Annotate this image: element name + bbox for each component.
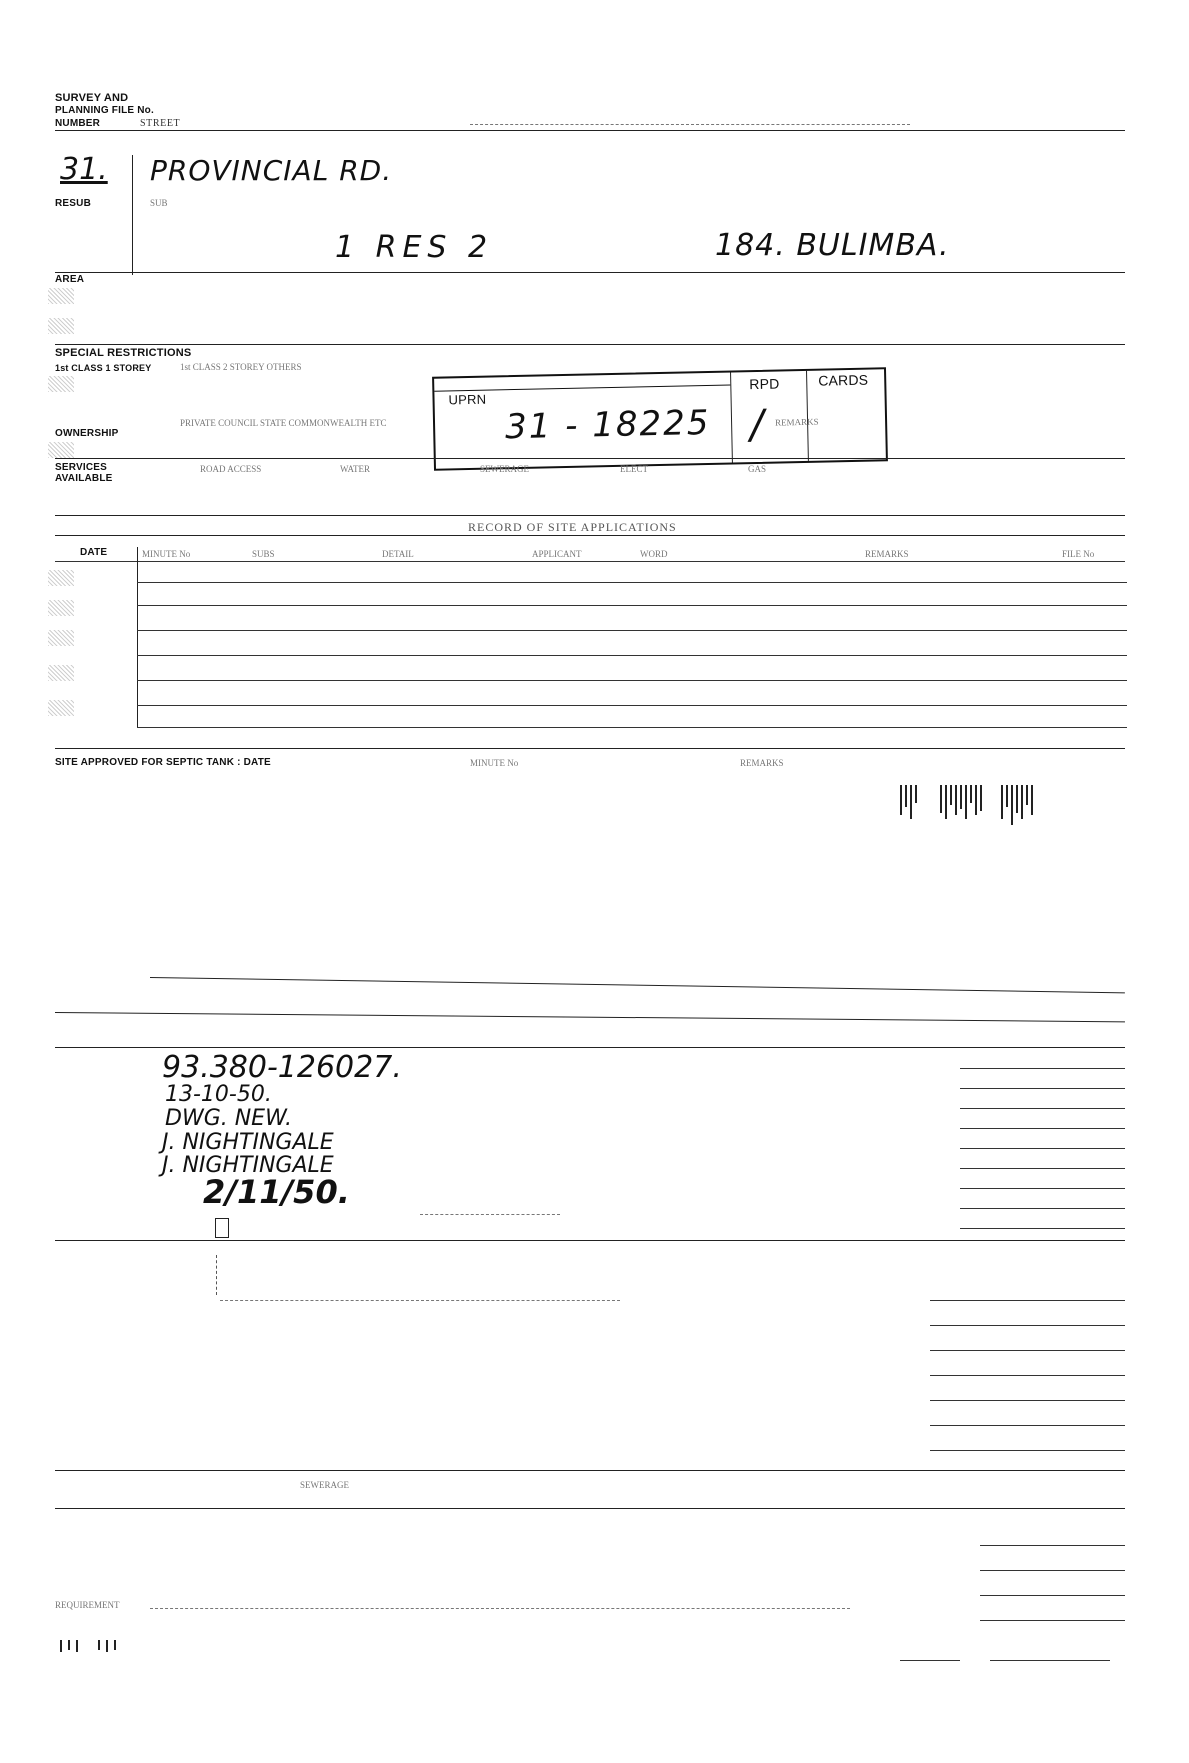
record-row [137, 680, 1127, 681]
handwritten-line-1: 93.380-126027. [162, 1050, 402, 1085]
dashed-scan-line [150, 1608, 850, 1609]
field-line [960, 1088, 1125, 1089]
requirement-label: REQUIREMENT [55, 1600, 120, 1610]
field-line [930, 1375, 1125, 1376]
special-restrictions-label: SPECIAL RESTRICTIONS [55, 347, 192, 359]
rule-special [55, 344, 1125, 345]
field-line [930, 1325, 1125, 1326]
number-label: NUMBER [55, 118, 101, 129]
dashed-scan-line [420, 1214, 560, 1215]
field-line [930, 1300, 1125, 1301]
field-line [980, 1620, 1125, 1621]
field-line [980, 1545, 1125, 1546]
record-row [137, 705, 1127, 706]
sewerage-faint: SEWERAGE [300, 1480, 349, 1490]
col-minute: MINUTE No [142, 549, 191, 559]
rule-record [55, 515, 1125, 516]
rule-bottom-top [150, 977, 1125, 993]
dashed-scan-line [470, 124, 910, 125]
subdivision-value: 1 RES 2 [335, 230, 494, 265]
handwritten-line-4: J. NIGHTINGALE [162, 1130, 334, 1155]
rule-area [55, 272, 1125, 273]
handwritten-line-6: 2/11/50. [203, 1173, 350, 1211]
class-line: 1st CLASS 1 STOREY [55, 363, 152, 373]
rule-bottom-2 [55, 1012, 1125, 1022]
date-column-divider [137, 547, 138, 727]
field-line [930, 1400, 1125, 1401]
elect-label: ELECT [620, 464, 648, 474]
septic-minute: MINUTE No [470, 758, 519, 768]
area-label: AREA [55, 274, 85, 285]
number-divider [132, 155, 133, 275]
scan-speckle [48, 600, 74, 616]
septic-remarks: REMARKS [740, 758, 784, 768]
field-line [980, 1595, 1125, 1596]
uprn-label: UPRN [448, 391, 487, 408]
street-label: STREET [140, 118, 181, 129]
field-line [980, 1570, 1125, 1571]
scan-speckle [48, 442, 74, 458]
field-line [960, 1108, 1125, 1109]
rule-bottom-mid [55, 1240, 1125, 1241]
dashed-scan-line [220, 1300, 620, 1301]
barcode-graphic [900, 785, 1033, 835]
col-file: FILE No [1062, 549, 1095, 559]
septic-label: SITE APPROVED FOR SEPTIC TANK : DATE [55, 757, 271, 768]
sewerage-label: SEWERAGE [480, 464, 529, 474]
record-row [137, 582, 1127, 583]
rpd-value: / [749, 401, 765, 449]
water-label: WATER [340, 464, 370, 474]
bottom-scan-marks [60, 1640, 116, 1660]
stamp-mark [215, 1218, 229, 1238]
header-planning-file: PLANNING FILE No. [55, 105, 154, 116]
col-word: WORD [640, 549, 668, 559]
field-line [960, 1228, 1125, 1229]
field-line [960, 1188, 1125, 1189]
rule-record-head [55, 535, 1125, 536]
scan-speckle [48, 570, 74, 586]
resub-label: RESUB [55, 198, 92, 209]
services-available-label: AVAILABLE [55, 473, 113, 484]
field-line [930, 1450, 1125, 1451]
col-date: DATE [80, 547, 108, 558]
ownership-options: PRIVATE COUNCIL STATE COMMONWEALTH ETC [180, 418, 387, 428]
header-survey: SURVEY AND [55, 92, 129, 104]
col-applicant: APPLICANT [532, 549, 582, 559]
rule-septic [55, 748, 1125, 749]
services-label: SERVICES [55, 462, 107, 473]
handwritten-line-5: J. NIGHTINGALE [162, 1153, 334, 1178]
dashed-mark [216, 1255, 217, 1295]
scan-speckle [48, 376, 74, 392]
rule-col-head [55, 561, 1125, 562]
record-row [137, 605, 1127, 606]
rule-top [55, 130, 1125, 131]
scan-speckle [48, 288, 74, 304]
ownership-label: OWNERSHIP [55, 428, 119, 439]
col-subs: SUBS [252, 549, 275, 559]
field-line [930, 1350, 1125, 1351]
field-line [960, 1168, 1125, 1169]
gas-label: GAS [748, 464, 767, 474]
field-line [960, 1208, 1125, 1209]
portion-value: 184. BULIMBA. [715, 228, 950, 263]
record-row [137, 655, 1127, 656]
cards-label: CARDS [818, 371, 869, 389]
handwritten-line-3: DWG. NEW. [165, 1106, 293, 1131]
remarks-small: REMARKS [774, 416, 819, 428]
field-line [930, 1425, 1125, 1426]
rule-bottom-services-end [55, 1508, 1125, 1509]
uprn-box [432, 367, 888, 470]
rule-bottom-services [55, 1470, 1125, 1471]
rule-services [55, 458, 1125, 459]
uprn-value: 31 - 18225 [504, 402, 711, 448]
record-row [137, 630, 1127, 631]
class-line-rest: 1st CLASS 2 STOREY OTHERS [180, 362, 302, 372]
handwritten-line-2: 13-10-50. [165, 1082, 272, 1107]
field-line [960, 1128, 1125, 1129]
scan-speckle [48, 630, 74, 646]
field-line [960, 1068, 1125, 1069]
field-line [990, 1660, 1110, 1661]
field-line [960, 1148, 1125, 1149]
sub-label: SUB [150, 198, 168, 208]
field-line [900, 1660, 960, 1661]
rule-bottom-3 [55, 1047, 1125, 1048]
col-detail: DETAIL [382, 549, 414, 559]
record-row [137, 727, 1127, 728]
col-remarks: REMARKS [865, 549, 909, 559]
scan-speckle [48, 318, 74, 334]
rpd-label: RPD [749, 375, 780, 393]
scan-speckle [48, 665, 74, 681]
number-value: 31. [60, 152, 108, 187]
street-value: PROVINCIAL RD. [150, 154, 393, 187]
record-title: RECORD OF SITE APPLICATIONS [468, 520, 677, 534]
road-access-label: ROAD ACCESS [200, 464, 262, 474]
scan-speckle [48, 700, 74, 716]
